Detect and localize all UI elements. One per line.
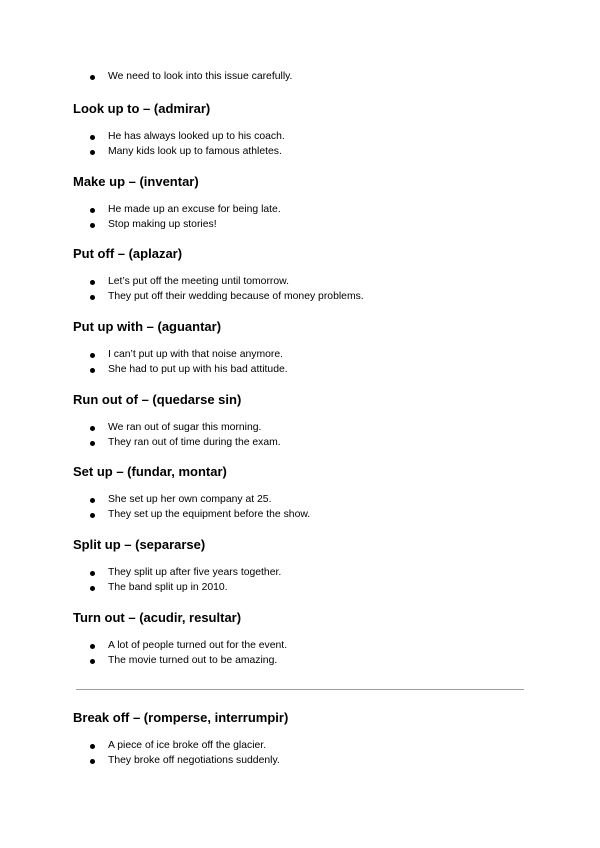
section-heading: Turn out – (acudir, resultar) bbox=[73, 610, 242, 625]
list-item-text: I can’t put up with that noise anymore. bbox=[108, 349, 284, 360]
list-item-text: A piece of ice broke off the glacier. bbox=[108, 740, 267, 751]
list-item-text: Stop making up stories! bbox=[108, 218, 217, 230]
bullet-dot-icon bbox=[90, 295, 95, 300]
list-item bbox=[0, 218, 600, 233]
list-item bbox=[0, 754, 600, 769]
section-heading: Split up – (separarse) bbox=[73, 537, 206, 552]
list-item-text: They set up the equipment before the show. bbox=[108, 508, 311, 520]
section-heading: Run out of – (quedarse sin) bbox=[73, 392, 242, 407]
list-item-text: They broke off negotiations suddenly. bbox=[108, 754, 280, 766]
list-item-text: A lot of people turned out for the event. bbox=[108, 640, 288, 651]
list-item bbox=[0, 739, 600, 754]
list-item-text: We ran out of sugar this morning. bbox=[108, 422, 262, 433]
bullet-dot-icon bbox=[90, 135, 95, 140]
bullet-dot-icon bbox=[90, 513, 95, 518]
list-item-text: The movie turned out to be amazing. bbox=[108, 654, 278, 666]
intro-bullet-list bbox=[0, 70, 600, 85]
list-item-text: Many kids look up to famous athletes. bbox=[108, 145, 282, 157]
list-item-text: He has always looked up to his coach. bbox=[108, 131, 285, 142]
list-item bbox=[0, 654, 600, 669]
list-item bbox=[0, 130, 600, 145]
list-item bbox=[0, 508, 600, 523]
list-item bbox=[0, 639, 600, 654]
section-heading: Break off – (romperse, interrumpir) bbox=[73, 710, 289, 725]
list-item-text: They ran out of time during the exam. bbox=[108, 436, 281, 448]
list-item bbox=[0, 275, 600, 290]
list-item bbox=[0, 145, 600, 160]
bullet-dot-icon bbox=[90, 498, 95, 503]
bullet-dot-icon bbox=[90, 759, 95, 764]
bullet-dot-icon bbox=[90, 75, 95, 80]
list-item-text: He made up an excuse for being late. bbox=[108, 204, 281, 215]
list-item bbox=[0, 363, 600, 378]
list-item-text: She had to put up with his bad attitude. bbox=[108, 363, 288, 375]
example-list bbox=[0, 275, 600, 304]
section-heading: Make up – (inventar) bbox=[73, 174, 199, 189]
bullet-dot-icon bbox=[90, 280, 95, 285]
bullet-dot-icon bbox=[90, 208, 95, 213]
list-item-text: Let’s put off the meeting until tomorrow. bbox=[108, 276, 289, 287]
bullet-dot-icon bbox=[90, 426, 95, 431]
list-item bbox=[0, 290, 600, 305]
list-item bbox=[0, 203, 600, 218]
bullet-dot-icon bbox=[90, 644, 95, 649]
bullet-dot-icon bbox=[90, 368, 95, 373]
example-list bbox=[0, 566, 600, 595]
list-item-text: We need to look into this issue carefully. bbox=[108, 71, 293, 82]
list-item-text: She set up her own company at 25. bbox=[108, 494, 272, 505]
example-list bbox=[0, 130, 600, 159]
section-heading: Put up with – (aguantar) bbox=[73, 319, 222, 334]
example-list bbox=[0, 421, 600, 450]
bullet-dot-icon bbox=[90, 150, 95, 155]
section-heading: Set up – (fundar, montar) bbox=[73, 464, 227, 479]
list-item bbox=[0, 436, 600, 451]
list-item bbox=[0, 70, 600, 85]
bullet-dot-icon bbox=[90, 353, 95, 358]
bullet-dot-icon bbox=[90, 586, 95, 591]
horizontal-rule bbox=[76, 689, 524, 690]
list-item bbox=[0, 421, 600, 436]
list-item bbox=[0, 493, 600, 508]
list-item-text: The band split up in 2010. bbox=[108, 581, 228, 593]
example-list bbox=[0, 348, 600, 377]
bullet-dot-icon bbox=[90, 441, 95, 446]
example-list bbox=[0, 493, 600, 522]
example-list bbox=[0, 203, 600, 232]
section-heading: Look up to – (admirar) bbox=[73, 101, 211, 116]
list-item bbox=[0, 348, 600, 363]
example-list bbox=[0, 739, 600, 768]
bullet-dot-icon bbox=[90, 744, 95, 749]
bullet-dot-icon bbox=[90, 223, 95, 228]
list-item bbox=[0, 581, 600, 596]
list-item bbox=[0, 566, 600, 581]
bullet-dot-icon bbox=[90, 571, 95, 576]
section-heading: Put off – (aplazar) bbox=[73, 246, 183, 261]
example-list bbox=[0, 639, 600, 668]
list-item-text: They split up after five years together. bbox=[108, 567, 282, 578]
bullet-dot-icon bbox=[90, 659, 95, 664]
list-item-text: They put off their wedding because of money problems. bbox=[108, 290, 364, 302]
